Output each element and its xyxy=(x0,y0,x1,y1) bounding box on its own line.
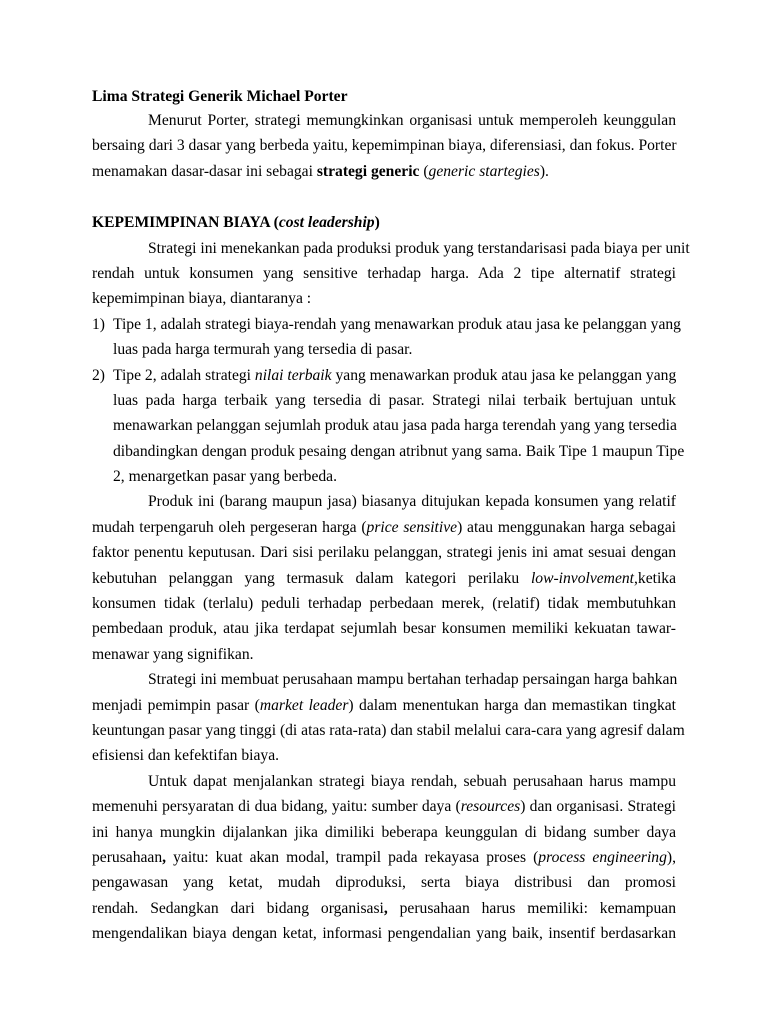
bold-term: , xyxy=(383,899,388,917)
text-line xyxy=(92,159,676,184)
italic-term: generic startegies xyxy=(428,162,540,180)
text-run: menamakan dasar-dasar ini sebagai xyxy=(92,162,317,180)
text-line: menawarkan pelanggan sejumlah produk atau jasa pada harga terendah yang yang tersedia xyxy=(113,417,677,435)
text-run: mudah terpengaruh oleh pergeseran harga ( xyxy=(92,518,367,536)
text-run: ). xyxy=(539,162,549,180)
text-line xyxy=(92,566,676,591)
text-line: konsumen tidak (terlalu) peduli terhadap perbedaan merek, (relatif) tidak membutuhkan xyxy=(92,595,676,613)
italic-term: price sensitive xyxy=(366,518,458,536)
bold-term: strategi generic xyxy=(316,162,420,180)
text-line: mengendalikan biaya dengan ketat, informasi pengendalian yang baik, insentif berdasarkan xyxy=(92,925,676,943)
text-line: menawar yang signifikan. xyxy=(92,645,254,663)
text-line xyxy=(92,693,676,718)
paragraph xyxy=(92,489,676,667)
text-line: 2, menargetkan pasar yang berbeda. xyxy=(113,468,337,486)
italic-term: nilai terbaik xyxy=(254,366,332,384)
text-line: efisiensi dan kefektifan biaya. xyxy=(92,747,280,765)
text-line: luas pada harga termurah yang tersedia di pasar. xyxy=(113,341,413,359)
bold-term: , xyxy=(162,848,167,866)
paragraph xyxy=(92,667,685,769)
text-line xyxy=(92,312,681,337)
text-run: rendah. Sedangkan dari bidang organisasi xyxy=(92,899,384,917)
text-line: kepemimpinan biaya, diantaranya : xyxy=(92,290,312,308)
text-run: ( xyxy=(419,162,429,180)
text-run: ) atau menggunakan harga sebagai xyxy=(457,518,676,536)
text-line: Strategi ini membuat perusahaan mampu bertahan terhadap persaingan harga bahkan xyxy=(148,671,678,689)
text-line: keuntungan pasar yang tinggi (di atas rata-rata) dan stabil melalui cara-cara yang agresif dalam xyxy=(92,721,685,739)
section-spacer xyxy=(92,184,676,210)
text-line: Menurut Porter, strategi memungkinkan organisasi untuk memperoleh keunggulan xyxy=(148,112,676,129)
text-line: luas pada harga terbaik yang tersedia di pasar. Strategi nilai terbaik bertujuan untuk xyxy=(113,391,676,409)
italic-term: process engineering xyxy=(538,848,667,866)
text-run: memenuhi persyaratan di dua bidang, yaitu: sumber daya ( xyxy=(92,798,461,816)
italic-term: low-involvement xyxy=(530,569,634,587)
paragraph xyxy=(92,236,690,312)
text-line xyxy=(92,845,676,870)
text-line: dibandingkan dengan produk pesaing dengan atribnut yang sama. Baik Tipe 1 maupun Tipe xyxy=(113,442,685,460)
text-run: menjadi pemimpin pasar ( xyxy=(92,696,260,714)
text-line: pembedaan produk, atau jika terdapat sejumlah besar konsumen memiliki kekuatan tawar- xyxy=(92,620,676,638)
text-line: rendah untuk konsumen yang sensitive terhadap harga. Ada 2 tipe alternatif strategi xyxy=(92,264,676,282)
text-line xyxy=(92,515,676,540)
text-line: Produk ini (barang maupun jasa) biasanya ditujukan kepada konsumen yang relatif xyxy=(148,493,676,511)
text-line: Strategi ini menekankan pada produksi produk yang terstandarisasi pada biaya per unit xyxy=(148,239,690,257)
text-run: ) dan organisasi. Strategi xyxy=(520,798,677,816)
text-line: faktor penentu keputusan. Dari sisi perilaku pelanggan, strategi jenis ini amat sesuai dengan xyxy=(92,544,676,562)
italic-term: market leader xyxy=(259,696,349,714)
italic-term: resources xyxy=(460,798,521,816)
text-run: ,ketika xyxy=(634,569,676,587)
list-item xyxy=(92,363,685,490)
text-run: perusahaan harus memiliki: kemampuan xyxy=(387,899,676,917)
heading-text: KEPEMIMPINAN BIAYA ( xyxy=(92,214,279,232)
text-run: perusahaan xyxy=(92,848,163,866)
text-line xyxy=(92,363,676,388)
text-line: Untuk dapat menjalankan strategi biaya rendah, sebuah perusahaan harus mampu xyxy=(148,772,676,790)
heading-text: ) xyxy=(374,214,380,232)
text-line: bersaing dari 3 dasar yang berbeda yaitu, kepemimpinan biaya, diferensiasi, dan fokus. Porter xyxy=(92,137,677,155)
text-run: yang menawarkan produk atau jasa ke pelanggan yang xyxy=(331,366,677,384)
list-number: 2) xyxy=(92,366,105,384)
text-run: ), xyxy=(666,848,676,866)
text-line: pengawasan yang ketat, mudah diproduksi, serta biaya distribusi dan promosi xyxy=(92,874,676,892)
text-run: Tipe 1, adalah strategi biaya-rendah yang menawarkan produk atau jasa ke pelanggan yang xyxy=(113,315,681,333)
document-title: Lima Strategi Generik Michael Porter xyxy=(92,88,348,105)
heading-italic: cost leadership xyxy=(278,214,375,232)
text-line xyxy=(92,896,676,921)
paragraph xyxy=(92,769,676,947)
text-run: ) dalam menentukan harga dan memastikan tingkat xyxy=(348,696,676,714)
text-line: ini hanya mungkin dijalankan jika dimiliki beberapa keunggulan di bidang sumber daya xyxy=(92,823,676,841)
text-run: kebutuhan pelanggan yang termasuk dalam kategori perilaku xyxy=(92,569,531,587)
list-number: 1) xyxy=(92,315,105,333)
section-heading xyxy=(92,210,676,235)
text-run: yaitu: kuat akan modal, trampil pada rekayasa proses ( xyxy=(166,848,539,866)
intro-paragraph xyxy=(92,108,676,184)
numbered-list xyxy=(92,312,685,490)
document-page xyxy=(92,85,690,947)
list-item xyxy=(92,312,681,363)
text-run: Tipe 2, adalah strategi xyxy=(113,366,255,384)
text-line xyxy=(92,794,676,819)
